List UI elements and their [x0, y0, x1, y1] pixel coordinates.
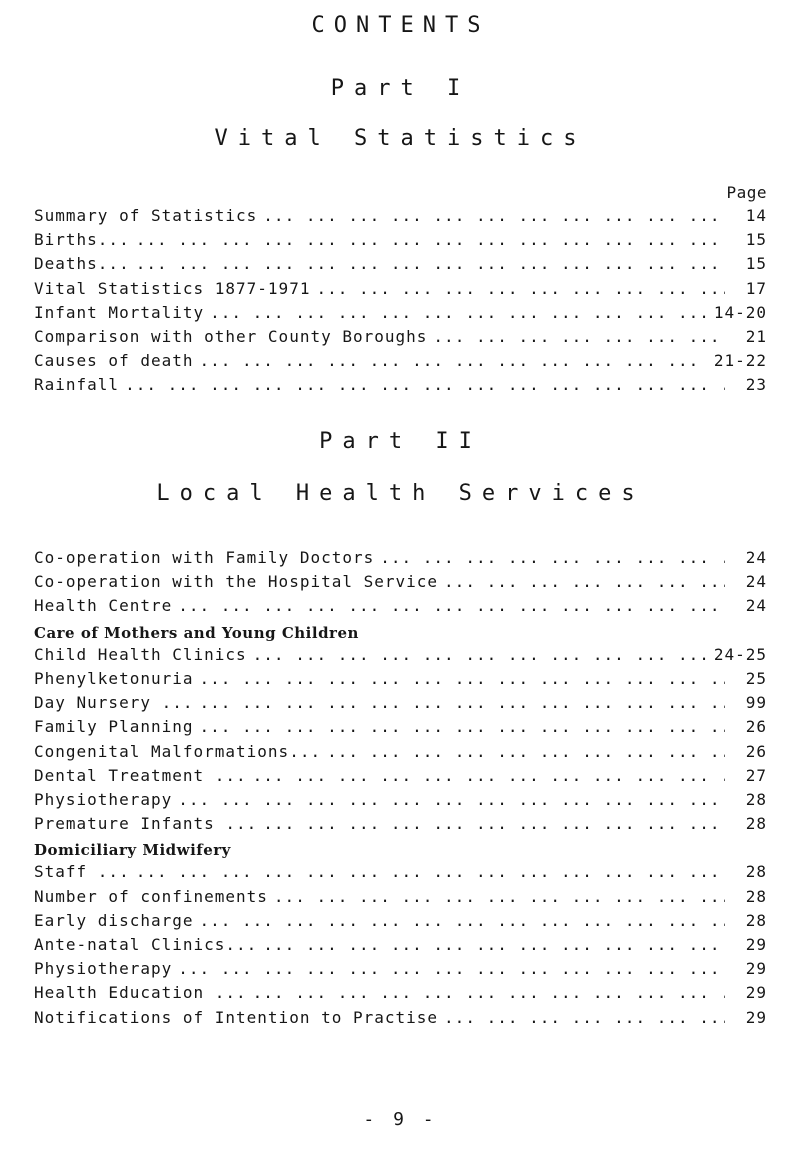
entry-label: Family Planning: [34, 717, 194, 737]
leader-dots: [136, 230, 725, 249]
toc-entry: [34, 911, 767, 935]
entry-page: 26: [745, 717, 767, 737]
entry-page: 26: [745, 741, 767, 761]
entry-page: 28: [745, 862, 767, 882]
leader-dots: [200, 351, 706, 370]
leader-dots: [263, 206, 725, 225]
entry-label: Rainfall: [34, 375, 120, 395]
entry-label: Births...: [34, 230, 130, 250]
toc-entry: [34, 790, 767, 814]
leader-dots: [274, 887, 725, 906]
toc-entry: [34, 645, 767, 669]
toc-entry: [34, 742, 767, 766]
toc-entry: [34, 375, 767, 399]
entry-label: Physiotherapy: [34, 959, 173, 979]
leader-dots: [327, 742, 725, 761]
entry-label: Deaths...: [34, 254, 130, 274]
section-heading-midwifery: Domiciliary Midwifery: [34, 841, 231, 860]
entry-page: 28: [745, 814, 767, 834]
entry-label: Notifications of Intention to Practise: [34, 1007, 439, 1027]
toc-entry: [34, 983, 767, 1007]
part-1-subheading: Vital Statistics: [214, 126, 587, 151]
entry-page: 25: [745, 668, 767, 688]
entry-label: Comparison with other County Boroughs: [34, 326, 428, 346]
toc-entry: [34, 959, 767, 983]
entry-page: 29: [745, 959, 767, 979]
toc-entry: [34, 303, 767, 327]
toc-entry: [34, 693, 767, 717]
toc-entry: [34, 887, 767, 911]
toc-entry: [34, 254, 767, 278]
contents-title: CONTENTS: [311, 13, 490, 38]
entry-label: Infant Mortality: [34, 302, 205, 322]
leader-dots: [253, 645, 706, 664]
entry-page: 24: [745, 596, 767, 616]
toc-entry: [34, 862, 767, 886]
entry-page: 27: [745, 765, 767, 785]
entry-label: Congenital Malformations...: [34, 741, 322, 761]
toc-entry: [34, 669, 767, 693]
entry-label: Child Health Clinics: [34, 644, 247, 664]
entry-page: 15: [745, 254, 767, 274]
part-1-list: [34, 206, 767, 400]
entry-label: Ante-natal Clinics...: [34, 935, 258, 954]
toc-entry: [34, 766, 767, 790]
toc-entry: [34, 230, 767, 254]
toc-entry: [34, 279, 767, 303]
entry-page: 21-22: [713, 351, 767, 371]
leader-dots: [263, 814, 725, 833]
leader-dots: [200, 911, 726, 930]
entry-page: 17: [745, 278, 767, 298]
entry-label: Day Nursery ...: [34, 693, 194, 713]
leader-dots: [200, 669, 726, 688]
leader-dots: [316, 279, 725, 298]
toc-entry: [34, 596, 767, 620]
section-heading-mothers: Care of Mothers and Young Children: [34, 623, 359, 642]
toc-entry: [34, 814, 767, 838]
entry-label: Co-operation with Family Doctors: [34, 548, 375, 567]
leader-dots: [444, 572, 725, 591]
entry-label: Health Centre: [34, 596, 173, 616]
entry-page: 28: [745, 886, 767, 906]
part-1-heading: Part I: [330, 76, 471, 101]
entry-page: 23: [745, 375, 767, 395]
leader-dots: [253, 983, 725, 1002]
entry-page: 29: [745, 1007, 767, 1027]
entry-label: Phenylketonuria: [34, 668, 194, 688]
leader-dots: [178, 596, 725, 615]
leader-dots: [136, 862, 725, 881]
entry-page: 29: [745, 935, 767, 954]
toc-entry: [34, 206, 767, 230]
leader-dots: [178, 790, 725, 809]
leader-dots: [380, 548, 725, 567]
toc-entry: [34, 351, 767, 375]
entry-label: Vital Statistics 1877-1971: [34, 278, 311, 298]
entry-page: 99: [745, 693, 767, 713]
entry-page: 14: [745, 206, 767, 225]
entry-label: Staff ...: [34, 862, 130, 882]
entry-page: 24-25: [713, 644, 767, 664]
entry-label: Health Education ...: [34, 983, 247, 1003]
page-column-header: Page: [726, 183, 767, 202]
toc-entry: [34, 935, 767, 959]
entry-label: Number of confinements: [34, 886, 268, 906]
part-2-list: [34, 548, 767, 1032]
toc-entry: [34, 327, 767, 351]
part-2-heading: Part II: [319, 429, 482, 454]
toc-entry: [34, 717, 767, 741]
entry-label: Summary of Statistics: [34, 206, 258, 225]
entry-label: Early discharge: [34, 910, 194, 930]
toc-entry: [34, 548, 767, 572]
entry-page: 15: [745, 230, 767, 250]
entry-label: Physiotherapy: [34, 789, 173, 809]
leader-dots: [433, 327, 725, 346]
entry-page: 21: [745, 326, 767, 346]
leader-dots: [125, 375, 725, 394]
leader-dots: [210, 303, 706, 322]
part-2-subheading: Local Health Services: [156, 481, 645, 506]
entry-page: 14-20: [713, 302, 767, 322]
leader-dots: [253, 766, 725, 785]
page-number-footer: - 9 -: [363, 1109, 438, 1130]
entry-page: 28: [745, 789, 767, 809]
entry-label: Co-operation with the Hospital Service: [34, 572, 439, 592]
toc-entry: [34, 1008, 767, 1032]
entry-label: Premature Infants ...: [34, 814, 258, 834]
entry-label: Causes of death: [34, 351, 194, 371]
entry-page: 28: [745, 910, 767, 930]
toc-entry: [34, 572, 767, 596]
leader-dots: [178, 959, 725, 978]
leader-dots: [200, 717, 726, 736]
leader-dots: [200, 693, 726, 712]
leader-dots: [136, 254, 725, 273]
leader-dots: [263, 935, 725, 954]
entry-page: 29: [745, 983, 767, 1003]
entry-page: 24: [745, 572, 767, 592]
entry-label: Dental Treatment ...: [34, 765, 247, 785]
entry-page: 24: [745, 548, 767, 567]
leader-dots: [444, 1008, 725, 1027]
